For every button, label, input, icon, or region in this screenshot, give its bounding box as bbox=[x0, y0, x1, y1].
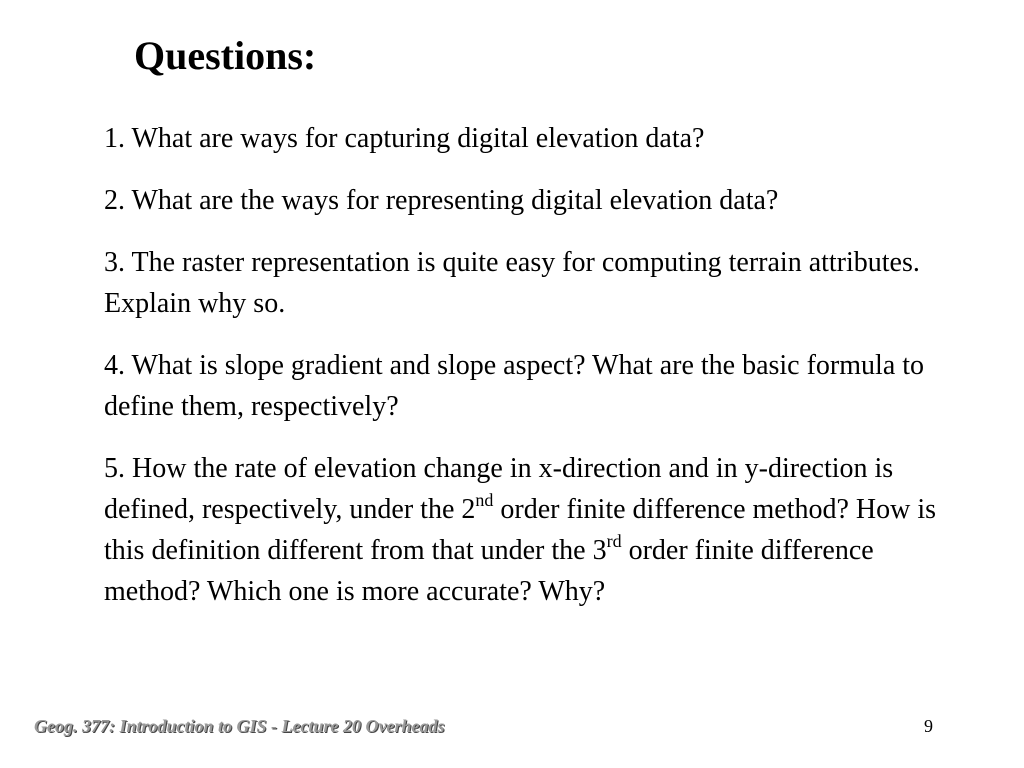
question-list bbox=[104, 118, 964, 633]
question-2: 2. What are the ways for representing digital elevation data? bbox=[104, 185, 779, 216]
question-5-text-part-3: order finite difference method? Which one is more accurate? Why? bbox=[104, 535, 874, 607]
ordinal-suffix-nd: nd bbox=[475, 490, 494, 510]
page-number: 9 bbox=[924, 716, 933, 736]
slide-title: Questions: bbox=[134, 33, 317, 78]
question-5 bbox=[104, 448, 964, 612]
question-5-text-part-1: 5. How the rate of elevation change in x-direction and in y-direction is defined, respectively, under the 2 bbox=[104, 453, 894, 525]
question-5-text-part-2: order finite difference method? How is this definition different from that under the 3 bbox=[104, 494, 937, 566]
question-4: 4. What is slope gradient and slope aspect? What are the basic formula to define them, respectively? bbox=[104, 350, 925, 422]
course-footer: Geog. 377: Introduction to GIS - Lecture 20 Overheads bbox=[34, 716, 445, 736]
ordinal-suffix-rd: rd bbox=[606, 531, 622, 551]
question-1: 1. What are ways for capturing digital elevation data? bbox=[104, 123, 705, 154]
question-3: 3. The raster representation is quite easy for computing terrain attributes. Explain why so. bbox=[104, 247, 920, 319]
